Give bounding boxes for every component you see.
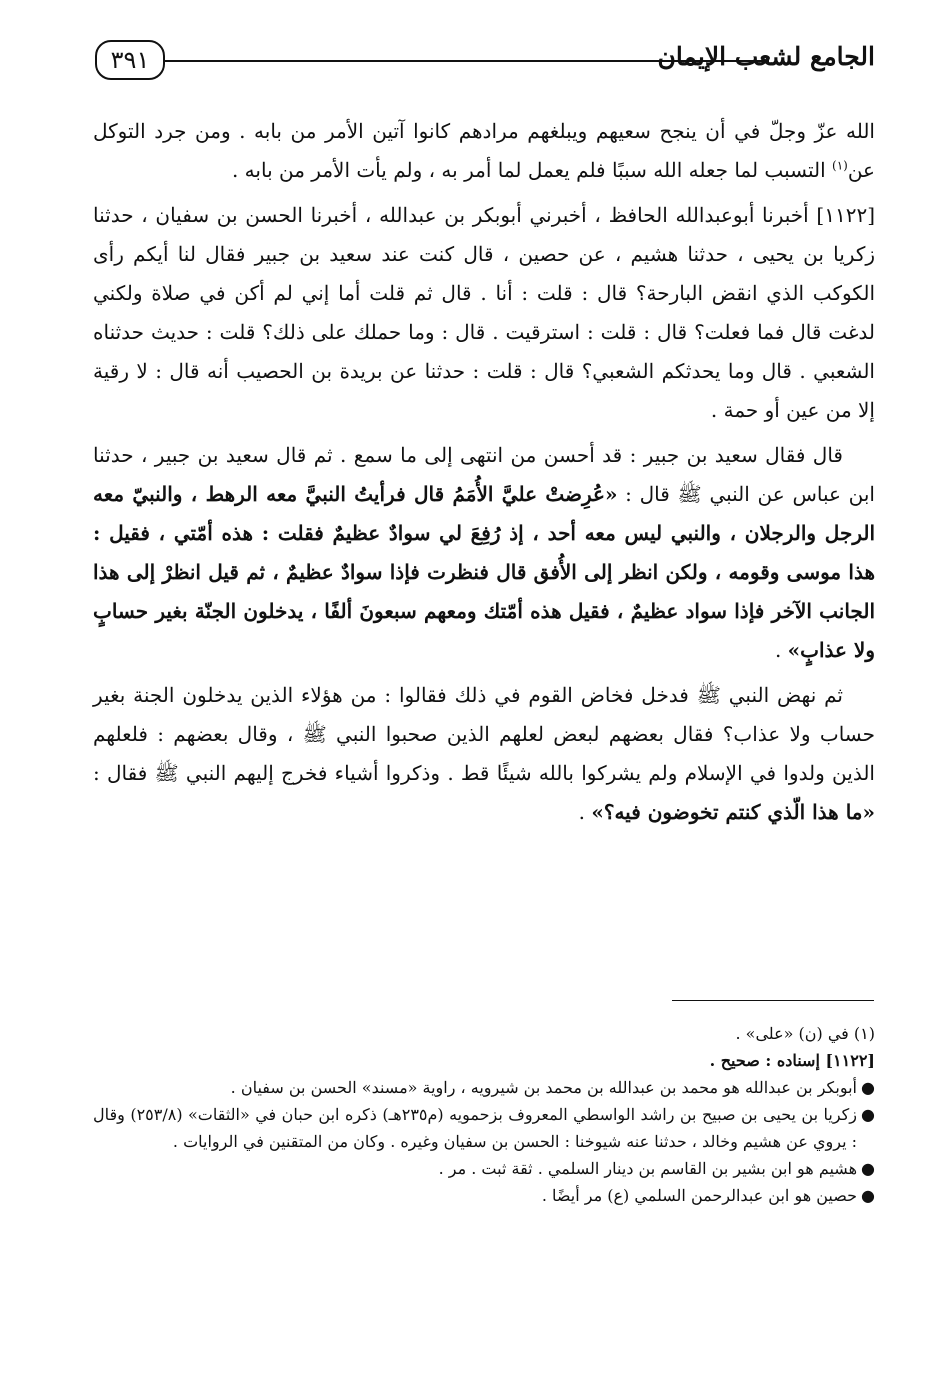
paragraph-4 [93, 676, 875, 832]
paragraph-2-hadith-1122: [١١٢٢] أخبرنا أبوعبدالله الحافظ ، أخبرني أبوبكر بن عبدالله ، أخبرنا الحسن بن سفيان ، حدثنا زكريا بن يحيى ، حدثنا هشيم ، عن حصين ، قال كنت عند سعيد بن جبير فقال لنا أيكم رأى الكوكب الذي انقض البارحة؟ قال : قلت : أنا . قال ثم قلت أما إني لم أكن في صلاة ولكني لدغت قال فما فعلت؟ قال : قلت : استرقيت . قال : وما حملك على ذلك؟ قلت : حديث حدثناه الشعبي . قال وما يحدثكم الشعبي؟ قال : قلت : حدثنا عن بريدة بن الحصيب أنه قال : لا رقية إلا من عين أو حمة . [93, 203, 875, 422]
paragraph-1 [93, 112, 875, 190]
list-item-text: هشيم هو ابن بشير بن القاسم بن دينار السلمي . ثقة ثبت . مر . [438, 1159, 857, 1178]
hadith-quote-2: «ما هذا الّذي كنتم تخوضون فيه؟» [591, 800, 875, 824]
narrator-notes-list [93, 1074, 875, 1209]
list-item-text: زكريا بن يحيى بن صبيح بن راشد الواسطي المعروف بزحمويه (م٢٣٥هـ) ذكره ابن حبان في «الثقات» (٢٥٣/٨) وقال : يروي عن هشيم وخالد ، حدثنا عنه شيوخنا : الحسن بن سفيان وغيره . وكان من المتقنين في الروايات . [93, 1105, 858, 1151]
paragraph-3 [93, 436, 875, 670]
running-title: الجامع لشعب الإيمان [657, 42, 875, 71]
main-text [93, 112, 875, 838]
paragraph-1-text-a: الله عزّ وجلّ في أن ينجح سعيهم ويبلغهم مرادهم كانوا آتين الأمر من بابه . ومن جرد التوكل عن [93, 119, 875, 182]
footnote-isnad-label: [١١٢٢] إسناده : [765, 1051, 875, 1070]
page-number: ٣٩١ [95, 40, 165, 80]
footnotes [93, 1020, 875, 1209]
paragraph-3-text-a: قال فقال سعيد بن جبير : قد أحسن من انتهى إلى ما سمع . ثم قال سعيد بن جبير ، حدثنا ابن عباس عن النبي ﷺ قال : [93, 443, 875, 506]
page-header [95, 38, 875, 88]
bullet-icon: ● [861, 1186, 875, 1205]
list-item [93, 1182, 875, 1209]
list-item [93, 1074, 875, 1101]
bullet-icon: ● [861, 1159, 875, 1178]
list-item-text: أبوبكر بن عبدالله هو محمد بن عبدالله بن محمد بن شيرويه ، راوية «مسند» الحسن بن سفيان . [230, 1078, 857, 1097]
paragraph-3-text-c: . [774, 638, 788, 662]
paragraph-4-text-a: ثم نهض النبي ﷺ فدخل فخاض القوم في ذلك فقالوا : من هؤلاء الذين يدخلون الجنة بغير حساب ولا عذاب؟ فقال بعضهم لبعض لعلهم الذين صحبوا النبي ﷺ ، وقال بعضهم : فلعلهم الذين ولدوا في الإسلام ولم يشركوا بالله شيئًا قط . وذكروا أشياء فخرج إليهم النبي ﷺ فقال : [93, 683, 875, 785]
bullet-icon: ● [861, 1105, 875, 1124]
list-item [93, 1155, 875, 1182]
list-item-text: حصين هو ابن عبدالرحمن السلمي (ع) مر أيضًا . [541, 1186, 857, 1205]
paragraph-4-text-c: . [578, 800, 592, 824]
bullet-icon: ● [861, 1078, 875, 1097]
footnote-isnad-value: صحيح . [709, 1051, 766, 1070]
hadith-quote-1: «عُرِضتْ عليَّ الأُمَمُ قال فرأيتُ النبيَّ معه الرهط ، والنبيّ معه الرجل والرجلان ، والنبي ليس معه أحد ، إذ رُفِعَ لي سوادٌ عظيمٌ فقلت : هذه أمّتي ، فقيل : هذا موسى وقومه ، ولكن انظر إلى الأُفق قال فنظرت فإذا سوادٌ عظيمٌ ، ثم قيل انظرْ إلى هذا الجانب الآخر فإذا سواد عظيمٌ ، فقيل هذه أمّتك ومعهم سبعونَ ألفًا ، يدخلون الجنّة بغير حسابٍ ولا عذابٍ» [93, 482, 875, 662]
list-item [93, 1101, 875, 1155]
footnote-ref-1: (١) [832, 158, 848, 173]
footnote-separator [672, 1000, 874, 1001]
footnote-1: (١) في (ن) «على» . [735, 1024, 875, 1043]
paragraph-1-text-b: التسبب لما جعله الله سببًا فلم يعمل لما أمر به ، ولم يأت الأمر من بابه . [231, 158, 832, 182]
footnote-isnad [93, 1047, 875, 1074]
